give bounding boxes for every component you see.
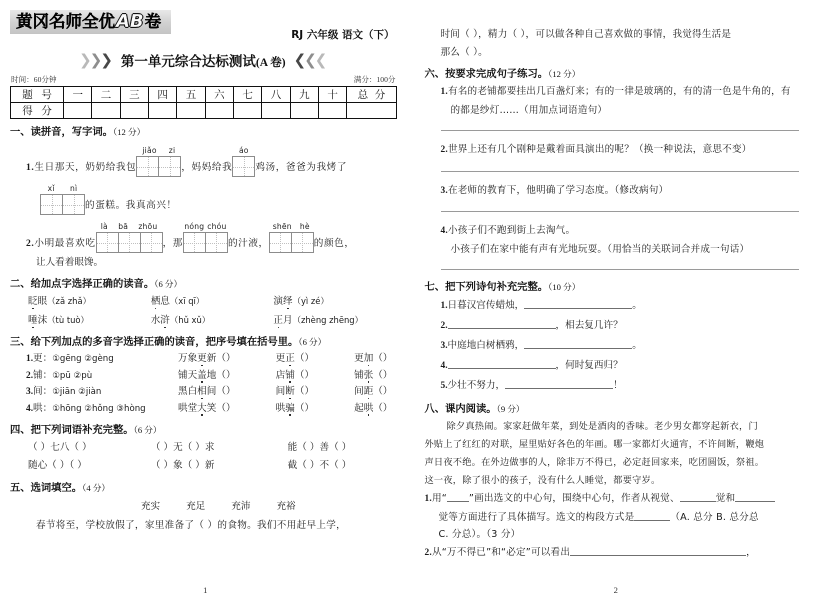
word-rest: 沫 xyxy=(37,315,48,326)
polyphone-prompt: 2.铺：①pū ②pù xyxy=(26,369,93,381)
section-7-title: 七、把下列诗句补充完整。 xyxy=(424,281,549,293)
pinyin-syllable: jiǎo xyxy=(142,146,157,155)
q1-text-1: 生日那天，奶奶给我包 xyxy=(34,162,137,173)
pronunciation-choice-item[interactable] xyxy=(28,293,151,310)
poem-blank[interactable] xyxy=(448,358,556,369)
section-4-points: （6 分） xyxy=(133,425,162,435)
polyphone-char: 更 xyxy=(33,353,43,364)
q-text: 世界上还有几个剧种是戴着面具演出的呢？（换一种说法，意思不变） xyxy=(447,144,752,155)
brand-logo xyxy=(10,10,171,34)
q2-text-4: 的颜色， xyxy=(313,238,355,249)
pinyin-syllable: chóu xyxy=(207,222,227,231)
pinyin-syllable: bā xyxy=(118,222,129,231)
page-title xyxy=(121,50,286,70)
q-number: 3. xyxy=(26,387,34,397)
section-2-row-2 xyxy=(28,312,397,329)
reading-passage-line: 除夕真热闹。家家赶做年菜，到处是酒肉的香味。老少男女都穿起新衣，门 xyxy=(446,421,758,432)
idiom-blank[interactable]: （ ）七八（ ） xyxy=(28,442,92,453)
section-2-points: （6 分） xyxy=(154,279,183,289)
word-bank-item: 充裕 xyxy=(276,501,296,512)
q-text: 从“万不得已”和“必定”可以看出 xyxy=(431,546,571,558)
score-col-7: 七 xyxy=(234,87,262,103)
q-punct: ， xyxy=(746,546,756,558)
section-8-question-1-line3: C. 分总）。（3 分） xyxy=(438,529,521,540)
brand-logo-ab: AB xyxy=(116,11,144,32)
page-number-left: 1 xyxy=(203,585,208,595)
section-3-points: （6 分） xyxy=(298,337,327,347)
polyphone-row xyxy=(26,368,397,385)
idiom-blank[interactable]: （ ）象（ ）新 xyxy=(150,460,215,471)
q-number: 5. xyxy=(440,381,448,391)
polyphone-options: ①gēng ②gèng xyxy=(52,354,114,364)
section-6-item-1-cont: 的都是纱灯……（用加点词语造句） xyxy=(450,104,608,116)
polyphone-answers xyxy=(178,351,397,368)
poem-given: 少壮不努力， xyxy=(447,380,506,391)
section-3-heading xyxy=(10,335,397,349)
q-number: 2. xyxy=(26,238,35,249)
polyphone-options: ①jiān ②jiàn xyxy=(52,387,102,397)
word-rest: 水 xyxy=(150,315,161,326)
word-bank xyxy=(40,498,397,512)
polyphone-blank[interactable]: 店铺（） xyxy=(275,369,315,381)
section-6-item-4-cont: 小孩子们在家中能有声有光地玩耍。（用恰当的关联词合并成一句话） xyxy=(450,243,750,255)
answer-blank[interactable] xyxy=(570,545,746,556)
section-8-question-1-line2 xyxy=(439,509,810,527)
page-right xyxy=(411,0,821,599)
score-col-9: 九 xyxy=(290,87,318,103)
polyphone-options: ①hōng ②hǒng ③hòng xyxy=(52,403,146,414)
table-row-question-numbers xyxy=(11,87,397,103)
section-4-title: 四、把下列词语补充完整。 xyxy=(10,424,134,436)
poem-punct: 。 xyxy=(632,300,642,311)
poem-blank[interactable] xyxy=(448,318,556,329)
q1-text-3: 鸡汤，爸爸为我烤了 xyxy=(255,162,348,173)
section-6-points: （12 分） xyxy=(548,69,581,79)
polyphone-row xyxy=(26,401,397,418)
q-number: 4. xyxy=(440,361,448,371)
time-limit-label: 时间：60分钟 xyxy=(11,75,57,84)
section-5-heading xyxy=(10,481,397,495)
poem-blank[interactable] xyxy=(524,298,632,309)
section-8-title: 八、课内阅读。 xyxy=(424,403,497,415)
grade-subject-label: RJ 六年级 语文（下） xyxy=(291,29,395,41)
section-1-points: （12 分） xyxy=(112,127,146,137)
poem-line xyxy=(441,296,810,316)
sense-blank-2[interactable] xyxy=(735,491,775,502)
answer-line[interactable] xyxy=(441,269,800,270)
tianzige-ao[interactable] xyxy=(232,146,255,177)
section-6-title: 六、按要求完成句子练习。 xyxy=(424,68,549,80)
q-text: 有名的老铺都要挂出几百盏灯来；有的一律是玻璃的，有的清一色是牛角的，有 xyxy=(447,86,791,97)
pinyin-jiaozi xyxy=(136,146,181,155)
pinyin-ao xyxy=(232,146,255,155)
score-col-10: 十 xyxy=(318,87,346,103)
score-col-8: 八 xyxy=(262,87,290,103)
q-options: （A. 总分 B. 总分总 xyxy=(670,511,759,523)
score-cell-6[interactable] xyxy=(205,103,233,119)
page-number-right: 2 xyxy=(613,585,618,595)
pronunciation-choice-item[interactable] xyxy=(28,312,151,329)
score-cell-7[interactable] xyxy=(234,103,262,119)
poem-given: ，何时复西归？ xyxy=(555,360,623,371)
pinyin-syllable: là xyxy=(100,222,108,231)
section-8-heading xyxy=(425,402,810,416)
section-6-heading xyxy=(425,67,810,81)
tianzige-jiaozi[interactable] xyxy=(136,146,181,177)
section-2-title: 二、给加点字选择正确的读音。 xyxy=(10,278,155,290)
q-number: 2. xyxy=(440,321,448,331)
reading-passage-line: 声日夜不绝。在外边做事的人，除非万不得已，必定赶回家来，吃团圆饭，祭祖。 xyxy=(424,457,765,468)
poem-punct: ！ xyxy=(613,380,623,391)
tianzige-nongchou[interactable] xyxy=(183,222,228,253)
poem-line xyxy=(441,316,810,336)
idiom-blank[interactable]: 随心（ ）（ ） xyxy=(28,460,87,471)
score-table-row-label: 题 号 xyxy=(11,87,64,103)
score-col-3: 三 xyxy=(120,87,148,103)
q1-text-4: 的蛋糕。我真高兴！ xyxy=(85,200,177,211)
poem-punct: 。 xyxy=(632,340,642,351)
brand-logo-suffix: 卷 xyxy=(144,12,162,31)
score-cell-10[interactable] xyxy=(318,103,346,119)
answer-line[interactable] xyxy=(441,171,800,172)
section-1-question-1 xyxy=(26,146,397,177)
word-bank-item: 充实 xyxy=(140,501,161,512)
polyphone-prompt: 3.间：①jiān ②jiàn xyxy=(26,386,102,397)
q-number: 1. xyxy=(440,301,448,311)
q-number: 4. xyxy=(440,226,448,236)
q2-text-1: 小明最喜欢吃 xyxy=(34,238,96,249)
polyphone-blank[interactable]: 黑白相间（） xyxy=(178,386,236,397)
q2-text-2: ，那 xyxy=(162,238,183,249)
polyphone-answers xyxy=(178,401,397,418)
tianzige-shenhe[interactable] xyxy=(269,222,314,253)
answer-line[interactable] xyxy=(441,211,800,212)
q-text: 觉等方面进行了具体描写。选文的构段方式是 xyxy=(438,511,635,523)
section-5-passage[interactable]: 春节将至，学校放假了，家里准备了（ ）的食物。我们不用赶早上学， xyxy=(36,520,347,531)
poem-given: 日暮汉宫传蜡烛， xyxy=(447,300,525,311)
pinyin-syllable: nóng xyxy=(184,222,205,231)
pinyin-syllable: áo xyxy=(238,146,249,155)
polyphone-char: 哄 xyxy=(33,402,43,414)
dotted-char: 浒 xyxy=(160,315,170,326)
score-table-row2-label: 得 分 xyxy=(11,103,64,119)
pinyin-syllable: shēn xyxy=(272,222,292,231)
score-col-1: 一 xyxy=(64,87,92,103)
polyphone-blank[interactable]: 铺张（） xyxy=(354,369,393,381)
dotted-char: 正 xyxy=(273,315,283,326)
section-6-item-2 xyxy=(441,141,810,160)
section-1-question-2 xyxy=(26,222,397,253)
score-table xyxy=(10,86,397,119)
section-5-title: 五、选词填空。 xyxy=(10,482,83,494)
poem-blank[interactable] xyxy=(524,338,632,349)
section-5-continued-line-2[interactable]: 那么（ ）。 xyxy=(440,46,488,58)
pinyin-syllable: hè xyxy=(299,222,310,231)
exam-title-row xyxy=(10,50,397,70)
brand-logo-text: 黄冈名师全优 xyxy=(16,12,115,31)
pronunciation-choice-item[interactable] xyxy=(151,312,274,329)
section-4-heading xyxy=(10,423,397,437)
table-row-scores xyxy=(11,103,397,119)
q-text: 觉和 xyxy=(715,493,736,504)
polyphone-char: 间 xyxy=(33,386,43,397)
section-1-heading xyxy=(10,125,397,139)
sense-blank-1[interactable] xyxy=(680,491,716,502)
poem-given: ，相去复几许？ xyxy=(555,320,623,331)
polyphone-answers xyxy=(178,384,397,401)
exam-title-main: 第一单元综合达标测试 xyxy=(120,54,256,70)
q-number: 1. xyxy=(26,162,35,173)
score-cell-2[interactable] xyxy=(92,103,120,119)
score-col-4: 四 xyxy=(149,87,177,103)
section-7-points: （10 分） xyxy=(548,282,581,292)
answer-line[interactable] xyxy=(441,130,800,131)
score-col-2: 二 xyxy=(92,87,120,103)
poem-line xyxy=(441,356,810,376)
tianzige-xini[interactable] xyxy=(40,184,85,215)
pinyin-options: （tù tuò） xyxy=(47,315,89,325)
polyphone-prompt: 1.更：①gēng ②gèng xyxy=(26,353,114,364)
arrows-right-icon: ❯ ❯ ❯ xyxy=(79,50,113,69)
dotted-char: 栖 xyxy=(150,296,161,307)
idiom-blank[interactable]: 能（ ）善（ ） xyxy=(287,442,352,453)
poem-blank[interactable] xyxy=(505,378,613,389)
dotted-char: 眨 xyxy=(28,296,38,307)
q-number: 3. xyxy=(440,185,448,196)
pinyin-options: （yì zé） xyxy=(292,296,329,306)
section-2-row-1 xyxy=(28,293,397,310)
structure-blank[interactable] xyxy=(634,510,670,521)
pinyin-nongchou xyxy=(183,222,228,231)
page-header xyxy=(10,10,397,44)
q-text: ”画出选文的中心句，围绕中心句，作者从视觉、 xyxy=(468,493,680,504)
reading-passage-line: 外贴上了红红的对联，屋里贴好各色的年画。哪一家都灯火通宵，不许间断，鞭炮 xyxy=(424,439,765,450)
polyphone-blank[interactable]: 更加（） xyxy=(354,353,393,364)
q-number: 1. xyxy=(440,87,448,97)
pinyin-labazhou xyxy=(96,222,163,231)
section-8-question-1 xyxy=(425,490,810,509)
score-cell-8[interactable] xyxy=(262,103,290,119)
section-7-heading xyxy=(425,280,810,294)
arrows-left-icon: ❮ ❮ ❮ xyxy=(293,50,328,69)
section-2-heading xyxy=(10,277,397,291)
poem-line xyxy=(441,376,810,396)
pronunciation-choice-item[interactable] xyxy=(151,293,274,310)
polyphone-prompt: 4.哄：①hōng ②hǒng ③hòng xyxy=(26,402,146,414)
polyphone-blank[interactable]: 间距（） xyxy=(354,386,393,397)
q-number: 2. xyxy=(26,370,34,381)
polyphone-char: 铺 xyxy=(33,369,43,381)
score-cell-9[interactable] xyxy=(290,103,318,119)
polyphone-options: ①pū ②pù xyxy=(52,370,93,381)
pinyin-shenhe xyxy=(269,222,314,231)
idiom-blank[interactable]: 截（ ）不（ ） xyxy=(287,460,352,471)
pinyin-syllable: nì xyxy=(70,184,78,193)
pronunciation-choice-item[interactable] xyxy=(273,293,396,310)
polyphone-blank[interactable]: 更正（） xyxy=(275,353,315,364)
word-rest: 演 xyxy=(273,296,283,307)
exam-meta xyxy=(10,74,397,85)
idiom-row xyxy=(28,457,397,475)
dotted-char: 唾 xyxy=(28,315,38,326)
section-6-item-3 xyxy=(441,182,810,201)
section-5-continued-line-1[interactable]: 时间（ ），精力（ ），可以做各种自己喜欢做的事情，我觉得生活是 xyxy=(440,29,732,40)
word-bank-item: 充足 xyxy=(186,501,206,512)
q1-text-2: ，妈妈给我 xyxy=(181,162,233,173)
word-rest: 眼 xyxy=(37,296,48,307)
polyphone-row xyxy=(26,351,397,368)
idiom-row xyxy=(28,439,397,457)
poem-line xyxy=(441,336,810,356)
score-cell-1[interactable] xyxy=(64,103,92,119)
section-1-title: 一、读拼音，写字词。 xyxy=(10,126,113,138)
q2-text-5: 让人看着眼馋。 xyxy=(36,257,104,268)
exam-title-paren: (A 卷) xyxy=(255,57,286,69)
section-8-points: （9 分） xyxy=(496,404,525,414)
q-number: 2. xyxy=(440,145,448,155)
polyphone-blank[interactable]: 间断（） xyxy=(275,386,315,397)
pinyin-options: （zhèng zhēng） xyxy=(292,315,363,325)
polyphone-blank[interactable]: 哄堂大笑（） xyxy=(178,402,236,414)
score-cell-5[interactable] xyxy=(177,103,205,119)
pronunciation-choice-item[interactable] xyxy=(273,312,396,329)
reading-passage-line: 这一夜，除了很小的孩子，没有什么人睡觉，都要守岁。 xyxy=(424,475,661,486)
q-number: 1. xyxy=(424,494,432,504)
q-text: 在老师的教育下，他明确了学习态度。（修改病句） xyxy=(447,184,669,196)
score-cell-total[interactable] xyxy=(347,103,396,119)
polyphone-blank[interactable]: 哄骗（） xyxy=(275,402,315,414)
q-number: 4. xyxy=(26,403,34,414)
polyphone-answers xyxy=(178,368,397,385)
word-rest: 息 xyxy=(160,296,170,307)
pinyin-syllable: zhōu xyxy=(138,222,158,231)
polyphone-blank[interactable]: 万象更新（） xyxy=(178,353,236,364)
section-8-question-2 xyxy=(425,544,810,563)
score-cell-3[interactable] xyxy=(120,103,148,119)
q-text: 用“ xyxy=(431,493,447,504)
section-1-question-1-cont xyxy=(40,184,397,215)
q-number: 1. xyxy=(26,354,34,364)
pinyin-options: （hǔ xǔ） xyxy=(169,315,211,325)
polyphone-blank[interactable]: 起哄（） xyxy=(354,402,393,414)
score-col-total: 总 分 xyxy=(347,87,396,103)
tianzige-labazhou[interactable] xyxy=(96,222,163,253)
section-5-points: （4 分） xyxy=(82,483,111,493)
score-col-5: 五 xyxy=(177,87,205,103)
pinyin-options: （zǎ zhǎ） xyxy=(47,296,91,306)
section-3-title: 三、给下列加点的多音字选择正确的读音，把序号填在括号里。 xyxy=(10,336,299,348)
word-rest: 月 xyxy=(283,315,293,326)
score-col-6: 六 xyxy=(205,87,233,103)
q-number: 3. xyxy=(440,341,448,351)
polyphone-row xyxy=(26,384,397,401)
pinyin-syllable: xǐ xyxy=(47,184,55,193)
word-bank-item: 充沛 xyxy=(231,501,251,512)
section-6-item-1 xyxy=(441,83,810,102)
section-6-item-4 xyxy=(441,222,810,241)
total-points-label: 满分：100分 xyxy=(353,75,396,84)
q-number: 2. xyxy=(424,547,432,558)
dotted-char: 绎 xyxy=(283,296,293,307)
pinyin-options: （xī qī） xyxy=(169,296,205,306)
q-text: 小孩子们不跑到街上去淘气。 xyxy=(447,225,576,236)
score-cell-4[interactable] xyxy=(149,103,177,119)
pinyin-xini xyxy=(40,184,85,193)
poem-given: 中庭地白树栖鸦， xyxy=(447,340,525,351)
polyphone-blank[interactable]: 铺天盖地（） xyxy=(178,369,236,381)
idiom-blank[interactable]: （ ）无（ ）求 xyxy=(150,442,215,453)
pinyin-syllable: zi xyxy=(168,146,176,155)
underline-blank[interactable] xyxy=(447,491,469,502)
q2-text-3: 的汁液， xyxy=(227,238,269,249)
